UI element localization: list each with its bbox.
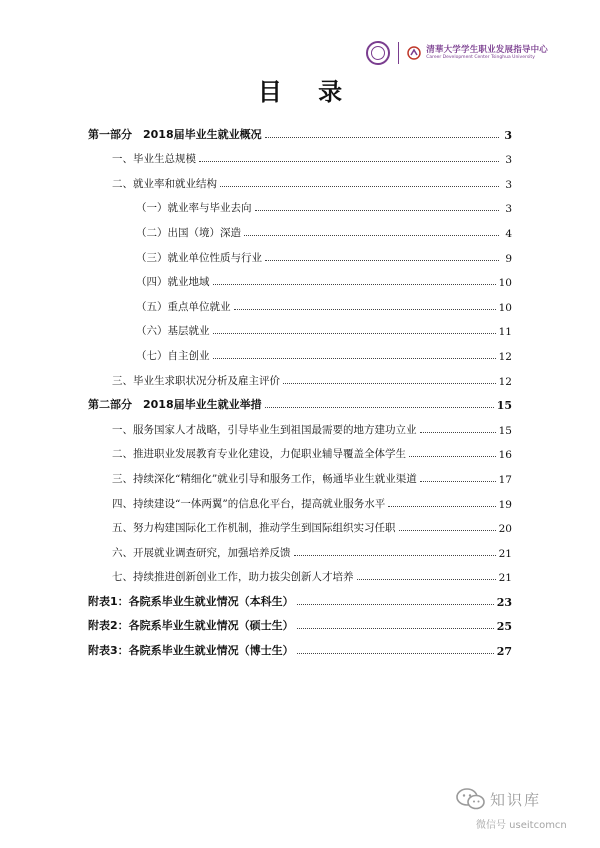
- toc-entry-page: 10: [498, 301, 512, 314]
- toc-entry[interactable]: [88, 584, 512, 609]
- toc-entry-label: （六）基层就业: [136, 325, 210, 338]
- toc-entry-page: 11: [498, 326, 512, 339]
- toc-entry[interactable]: [88, 289, 512, 314]
- toc-entry[interactable]: [88, 191, 512, 216]
- wechat-icon: [456, 788, 486, 810]
- toc-entry-label: 二、就业率和就业结构: [112, 177, 217, 190]
- toc-entry-label: 七、持续推进创新创业工作，助力拔尖创新人才培养: [112, 571, 354, 584]
- toc-entry-label: （五）重点单位就业: [136, 300, 231, 313]
- university-seal-icon: [366, 41, 390, 65]
- logo-chinese-text: 清華大学学生职业发展指导中心: [426, 44, 548, 55]
- toc-entry-page: 20: [498, 523, 512, 536]
- toc-entry-page: 25: [496, 620, 512, 634]
- toc-entry-label: 六、开展就业调查研究，加强培养反馈: [112, 546, 291, 559]
- watermark-subtext: 微信号 useitcomcn: [476, 820, 567, 831]
- toc-entry[interactable]: [88, 215, 512, 240]
- toc-entry-page: 23: [496, 595, 512, 609]
- toc-leader-dots: [265, 260, 499, 261]
- toc-entry[interactable]: [88, 535, 512, 560]
- toc-leader-dots: [220, 186, 499, 187]
- toc-leader-dots: [297, 628, 494, 629]
- toc-entry-label: 三、持续深化“精细化”就业引导和服务工作，畅通毕业生就业渠道: [112, 472, 417, 485]
- toc-entry-label: （四）就业地域: [136, 276, 210, 289]
- toc-entry[interactable]: [88, 363, 512, 388]
- toc-entry[interactable]: [88, 609, 512, 634]
- career-center-icon: [407, 46, 421, 60]
- toc-leader-dots: [357, 579, 496, 580]
- toc-entry[interactable]: [88, 437, 512, 462]
- toc-entry-label: 三、毕业生求职状况分析及雇主评价: [112, 374, 280, 387]
- toc-leader-dots: [399, 530, 496, 531]
- toc-entry-label: 二、推进职业发展教育专业化建设，力促职业辅导覆盖全体学生: [112, 448, 406, 461]
- toc-leader-dots: [213, 333, 496, 334]
- toc-entry-label: 四、持续建设“一体两翼”的信息化平台，提高就业服务水平: [112, 497, 386, 510]
- toc-entry-page: 27: [496, 645, 512, 659]
- toc-entry-label: （一）就业率与毕业去向: [136, 202, 252, 215]
- toc-entry-page: 16: [498, 449, 512, 462]
- toc-entry[interactable]: [88, 388, 512, 413]
- toc-entry[interactable]: [88, 142, 512, 167]
- toc-entry-page: 9: [505, 252, 512, 265]
- toc-entry[interactable]: [88, 166, 512, 191]
- toc-entry-page: 21: [498, 572, 512, 585]
- logo-english-text: Career Development Center Tsinghua University: [426, 55, 535, 60]
- toc-entry[interactable]: [88, 461, 512, 486]
- toc-entry[interactable]: [88, 633, 512, 658]
- toc-leader-dots: [244, 235, 499, 236]
- toc-leader-dots: [265, 407, 494, 408]
- toc-entry[interactable]: [88, 511, 512, 536]
- toc-entry-page: 10: [498, 277, 512, 290]
- toc-entry-label: 一、服务国家人才战略，引导毕业生到祖国最需要的地方建功立业: [112, 423, 417, 436]
- toc-leader-dots: [199, 161, 499, 162]
- toc-leader-dots: [420, 481, 496, 482]
- toc-leader-dots: [213, 358, 496, 359]
- toc-entry-label: 附表3：各院系毕业生就业情况（博士生）: [88, 644, 294, 658]
- toc-entry-page: 17: [498, 473, 512, 486]
- toc-entry[interactable]: [88, 117, 512, 142]
- toc-entry[interactable]: [88, 412, 512, 437]
- toc-entry-label: 附表1：各院系毕业生就业情况（本科生）: [88, 594, 294, 608]
- logo-divider: [398, 42, 399, 64]
- toc-entry-page: 21: [498, 547, 512, 560]
- toc-entry-page: 12: [498, 350, 512, 363]
- watermark-text: 知识库: [490, 790, 542, 809]
- page-title: 目 录: [257, 77, 357, 106]
- toc-leader-dots: [420, 432, 496, 433]
- toc-entry-label: 第一部分 2018届毕业生就业概况: [88, 127, 262, 141]
- toc-leader-dots: [265, 137, 499, 138]
- toc-entry-page: 3: [505, 154, 512, 167]
- toc-entry-label: 第二部分 2018届毕业生就业举措: [88, 398, 262, 412]
- table-of-contents: [88, 117, 512, 658]
- toc-entry-page: 3: [505, 178, 512, 191]
- toc-leader-dots: [388, 506, 495, 507]
- toc-entry-page: 3: [505, 203, 512, 216]
- toc-entry-page: 4: [505, 227, 512, 240]
- toc-entry-page: 19: [498, 498, 512, 511]
- toc-entry[interactable]: [88, 314, 512, 339]
- toc-entry[interactable]: [88, 338, 512, 363]
- toc-leader-dots: [283, 383, 496, 384]
- watermark: [456, 788, 541, 810]
- toc-entry-label: （二）出国（境）深造: [136, 226, 241, 239]
- toc-leader-dots: [234, 309, 496, 310]
- toc-entry-label: 五、努力构建国际化工作机制，推动学生到国际组织实习任职: [112, 522, 396, 535]
- toc-leader-dots: [409, 456, 496, 457]
- toc-entry-label: 一、毕业生总规模: [112, 153, 196, 166]
- toc-entry-page: 15: [498, 424, 512, 437]
- toc-leader-dots: [213, 284, 496, 285]
- toc-leader-dots: [297, 653, 494, 654]
- toc-leader-dots: [297, 604, 494, 605]
- toc-entry[interactable]: [88, 560, 512, 585]
- toc-entry-label: （七）自主创业: [136, 349, 210, 362]
- toc-entry[interactable]: [88, 240, 512, 265]
- toc-entry-label: （三）就业单位性质与行业: [136, 251, 262, 264]
- toc-leader-dots: [294, 555, 496, 556]
- toc-leader-dots: [255, 210, 500, 211]
- toc-entry-label: 附表2：各院系毕业生就业情况（硕士生）: [88, 619, 294, 633]
- toc-entry-page: 12: [498, 375, 512, 388]
- toc-entry-page: 3: [504, 128, 512, 142]
- toc-entry[interactable]: [88, 265, 512, 290]
- toc-entry[interactable]: [88, 486, 512, 511]
- toc-entry-page: 15: [496, 399, 512, 413]
- header-logo: [366, 38, 548, 68]
